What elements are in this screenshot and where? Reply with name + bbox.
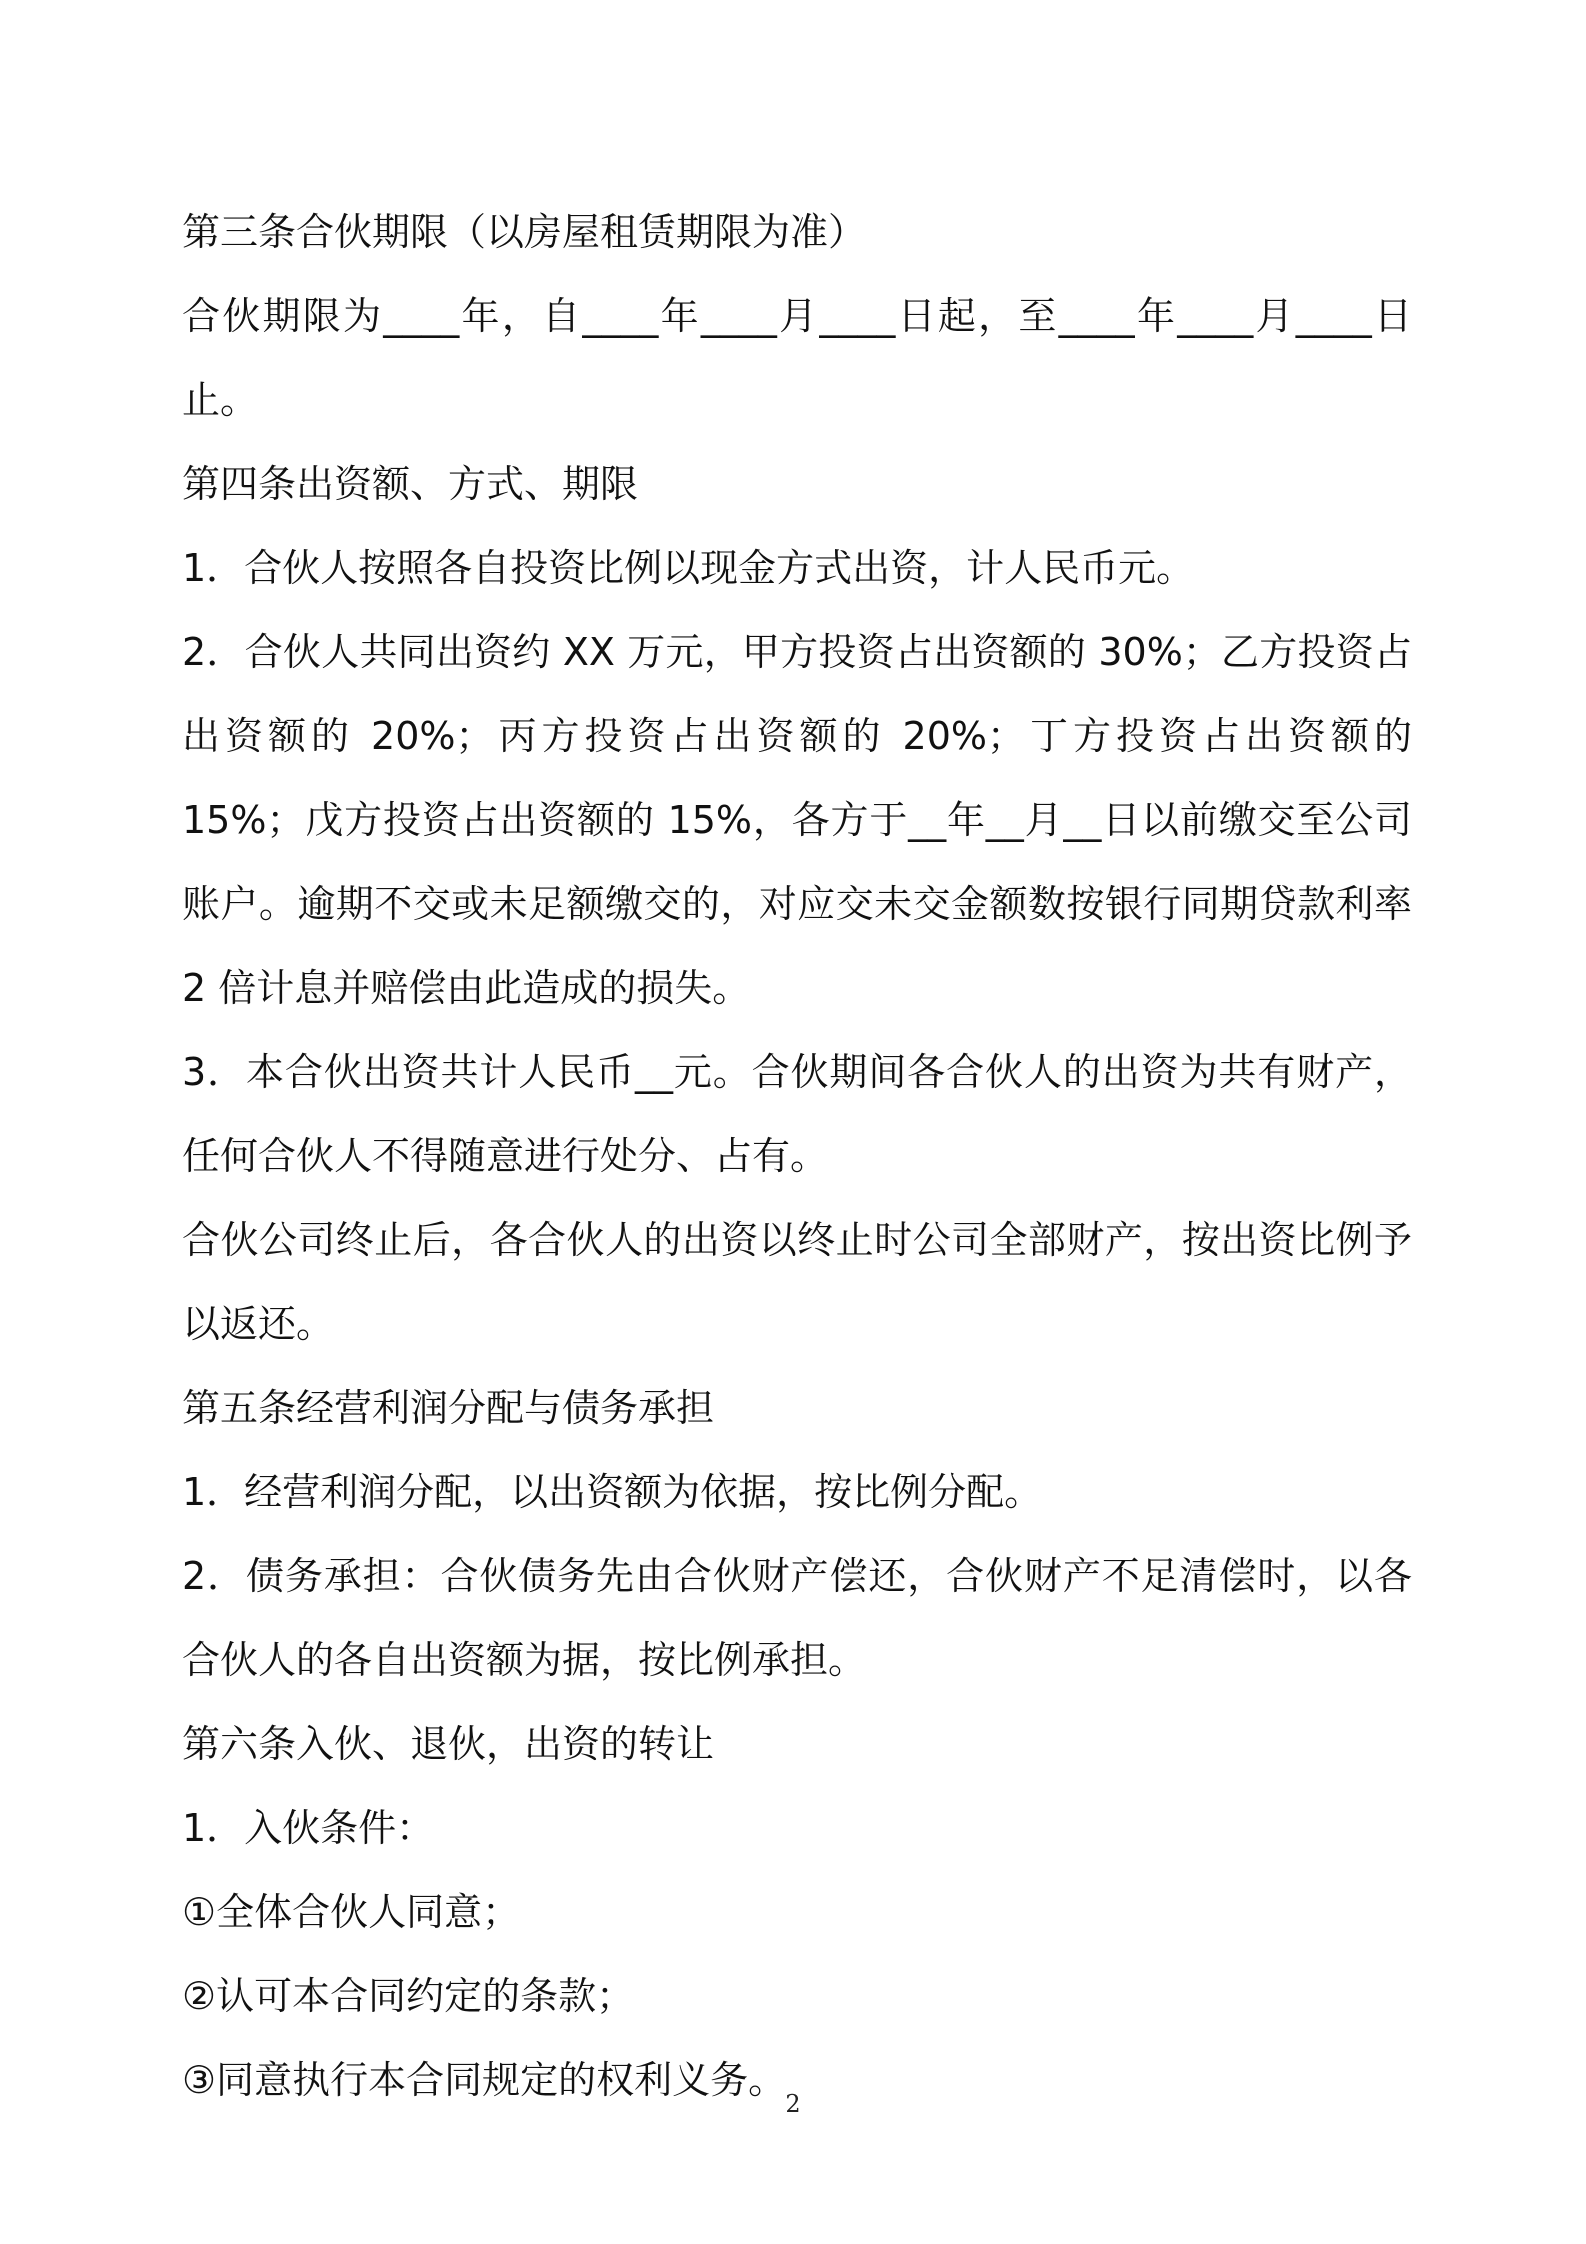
admission-condition-3: ③同意执行本合同规定的权利义务。 (182, 2058, 787, 2102)
admission-condition-1: ①全体合伙人同意； (182, 1890, 521, 1934)
document-body (182, 190, 1412, 2122)
contribution-item-2: 2．合伙人共同出资约 XX 万元，甲方投资占出资额的 30%；乙方投资占出资额的 20%；丙方投资占出资额的 20%；丁方投资占出资额的 15%；戊方投资占出资额的 15%，各方于__年__月__日以前缴交至公司账户。逾期不交或未足额缴交的，对应交未交金额数按银行同期贷款利率 2 倍计息并赔偿由此造成的损失。 (182, 630, 1412, 1010)
contribution-return-clause: 合伙公司终止后，各合伙人的出资以终止时公司全部财产，按出资比例予以返还。 (182, 1218, 1412, 1346)
profit-distribution-item: 1．经营利润分配，以出资额为依据，按比例分配。 (182, 1470, 1043, 1514)
contribution-item-3: 3．本合伙出资共计人民币__元。合伙期间各合伙人的出资为共有财产，任何合伙人不得随意进行处分、占有。 (182, 1050, 1412, 1178)
article-6-heading: 第六条入伙、退伙，出资的转让 (182, 1722, 715, 1766)
article-4-heading: 第四条出资额、方式、期限 (182, 462, 639, 506)
page-number: 2 (785, 2090, 801, 2118)
admission-conditions-item: 1．入伙条件： (182, 1806, 435, 1850)
debt-bearing-item: 2．债务承担：合伙债务先由合伙财产偿还，合伙财产不足清偿时，以各合伙人的各自出资额为据，按比例承担。 (182, 1554, 1412, 1682)
partnership-term-clause: 合伙期限为____年，自____年____月____日起，至____年____月____日止。 (182, 294, 1412, 422)
admission-condition-2: ②认可本合同约定的条款； (182, 1974, 635, 2018)
article-5-heading: 第五条经营利润分配与债务承担 (182, 1386, 715, 1430)
article-3-heading: 第三条合伙期限（以房屋租赁期限为准） (182, 210, 867, 254)
contribution-item-1: 1．合伙人按照各自投资比例以现金方式出资，计人民币元。 (182, 546, 1195, 590)
